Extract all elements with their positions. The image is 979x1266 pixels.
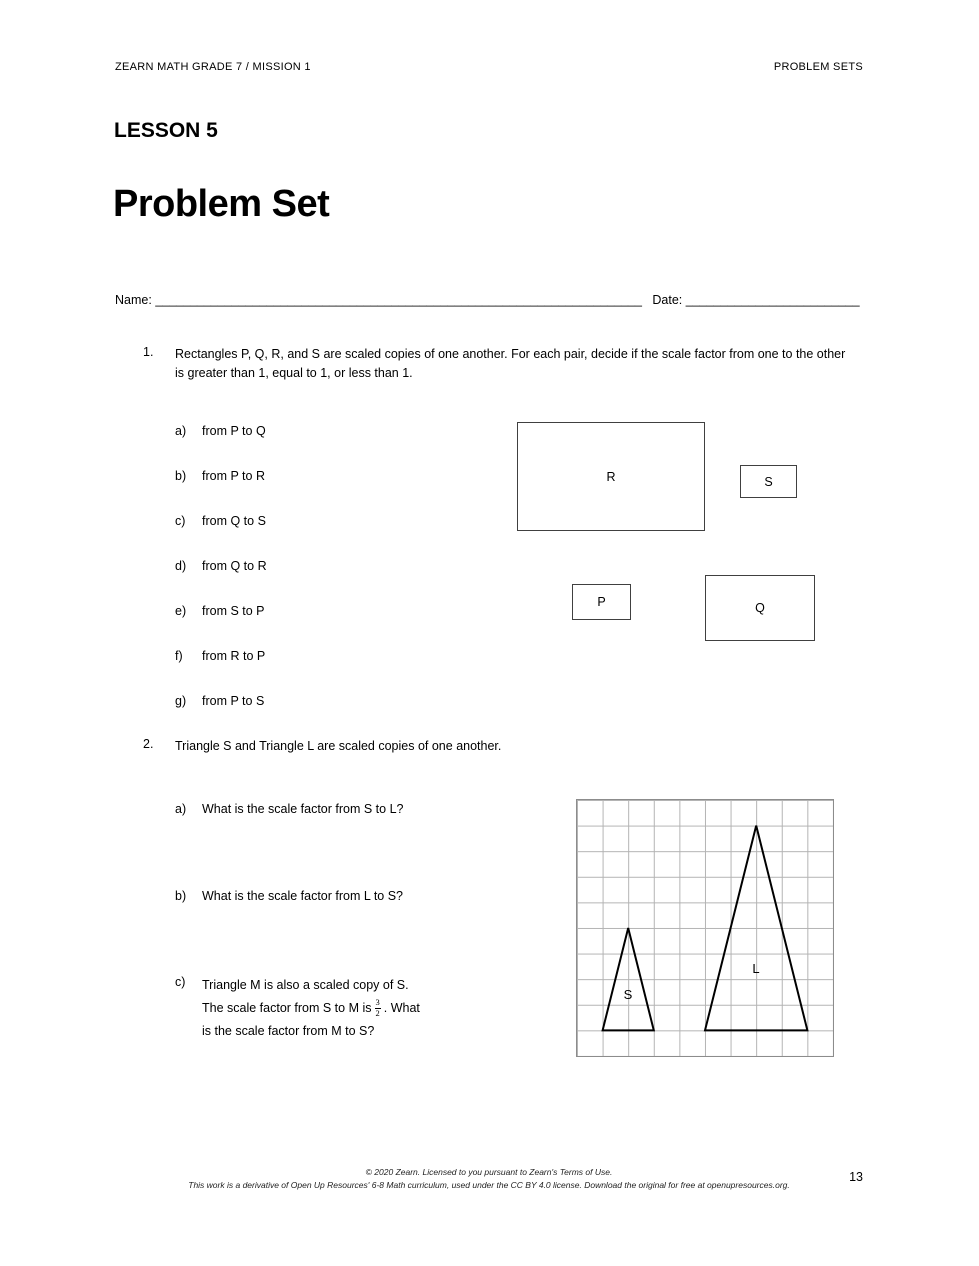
subitem-letter: f) xyxy=(175,649,183,663)
page-footer xyxy=(115,1166,863,1192)
triangle-s-label: S xyxy=(623,987,633,1002)
subitem-text: What is the scale factor from S to L? xyxy=(202,802,404,816)
rectangle-r xyxy=(517,422,705,531)
subitem-text: from P to S xyxy=(202,694,265,708)
subitem-letter: c) xyxy=(175,514,186,528)
problem-1-text: Rectangles P, Q, R, and S are scaled copies of one another. For each pair, decide if the scale factor from one to the other is greater than 1, equal to 1, or less than 1. xyxy=(175,347,846,380)
subitem-letter: a) xyxy=(175,424,187,438)
rectangle-p xyxy=(572,584,631,620)
name-blank-line: ______________________________________________________________________ xyxy=(155,293,642,307)
header-right: PROBLEM SETS xyxy=(773,61,863,73)
triangles-figure xyxy=(577,800,833,1056)
subitem-text: from P to Q xyxy=(202,424,266,438)
item-c-line-3: is the scale factor from M to S? xyxy=(202,1024,375,1038)
subitem-text: from Q to R xyxy=(202,559,267,573)
subitem-letter: g) xyxy=(175,694,187,708)
triangle-l xyxy=(705,826,807,1031)
subitem-letter: e) xyxy=(175,604,187,618)
rectangle-s xyxy=(740,465,797,498)
coordinate-grid xyxy=(576,799,834,1057)
footer-line-2: This work is a derivative of Open Up Resources' 6-8 Math curriculum, used under the CC BY 4.0 license. Download the original for free at openupresources.org. xyxy=(188,1180,790,1190)
rectangle-r-label: R xyxy=(606,469,616,484)
subitem-letter: a) xyxy=(175,802,187,816)
problem-2-number: 2. xyxy=(143,737,154,751)
subitem-e xyxy=(175,603,267,619)
subitem-c xyxy=(175,513,267,529)
fraction-numerator: 3 xyxy=(375,997,380,1008)
rectangle-q xyxy=(705,575,815,641)
subitem-d xyxy=(175,558,267,574)
footer-line-1: © 2020 Zearn. Licensed to you pursuant to Zearn's Terms of Use. xyxy=(365,1167,613,1177)
name-date-row xyxy=(115,293,860,307)
subitem-text: from R to P xyxy=(202,649,266,663)
subitem-f xyxy=(175,648,267,664)
problem-2-text: Triangle S and Triangle L are scaled copies of one another. xyxy=(175,739,502,753)
rectangle-p-label: P xyxy=(597,595,606,609)
subitem-text: What is the scale factor from L to S? xyxy=(202,889,404,903)
subitem-letter: b) xyxy=(175,889,187,903)
page-number: 13 xyxy=(849,1170,863,1184)
rectangle-s-label: S xyxy=(764,474,773,489)
subitem-text: from Q to S xyxy=(202,514,266,528)
triangle-s xyxy=(603,928,654,1030)
lesson-heading: LESSON 5 xyxy=(114,119,218,142)
subitem-text: from S to P xyxy=(202,604,265,618)
item-c-line-2-post: . What xyxy=(383,1001,420,1015)
problem-2-item-b xyxy=(175,888,555,904)
header-left: ZEARN MATH GRADE 7 / MISSION 1 xyxy=(115,61,311,73)
subitem-letter: d) xyxy=(175,559,187,573)
date-blank-line: _________________________ xyxy=(685,293,860,307)
subitem-text: from P to R xyxy=(202,469,265,483)
subitem-b xyxy=(175,468,267,484)
subitem-letter: b) xyxy=(175,469,187,483)
rectangle-q-label: Q xyxy=(755,601,765,615)
item-c-line-2-pre: The scale factor from S to M is xyxy=(202,1001,372,1015)
item-c-line-1: Triangle M is also a scaled copy of S. xyxy=(202,978,409,992)
problem-2-item-c xyxy=(175,974,555,1043)
fraction-denominator: 2 xyxy=(375,1007,380,1018)
name-label: Name: xyxy=(115,293,152,307)
date-label: Date: xyxy=(652,293,683,307)
subitem-a xyxy=(175,423,267,439)
fraction-three-halves xyxy=(375,998,381,1019)
page-title: Problem Set xyxy=(113,183,330,225)
subitem-g xyxy=(175,693,267,709)
problem-1-subitems xyxy=(175,423,267,738)
subitem-text xyxy=(202,974,420,1043)
problem-1-number: 1. xyxy=(143,345,154,359)
triangle-l-label: L xyxy=(752,961,760,976)
problem-2-item-a xyxy=(175,801,555,817)
subitem-letter: c) xyxy=(175,975,186,989)
